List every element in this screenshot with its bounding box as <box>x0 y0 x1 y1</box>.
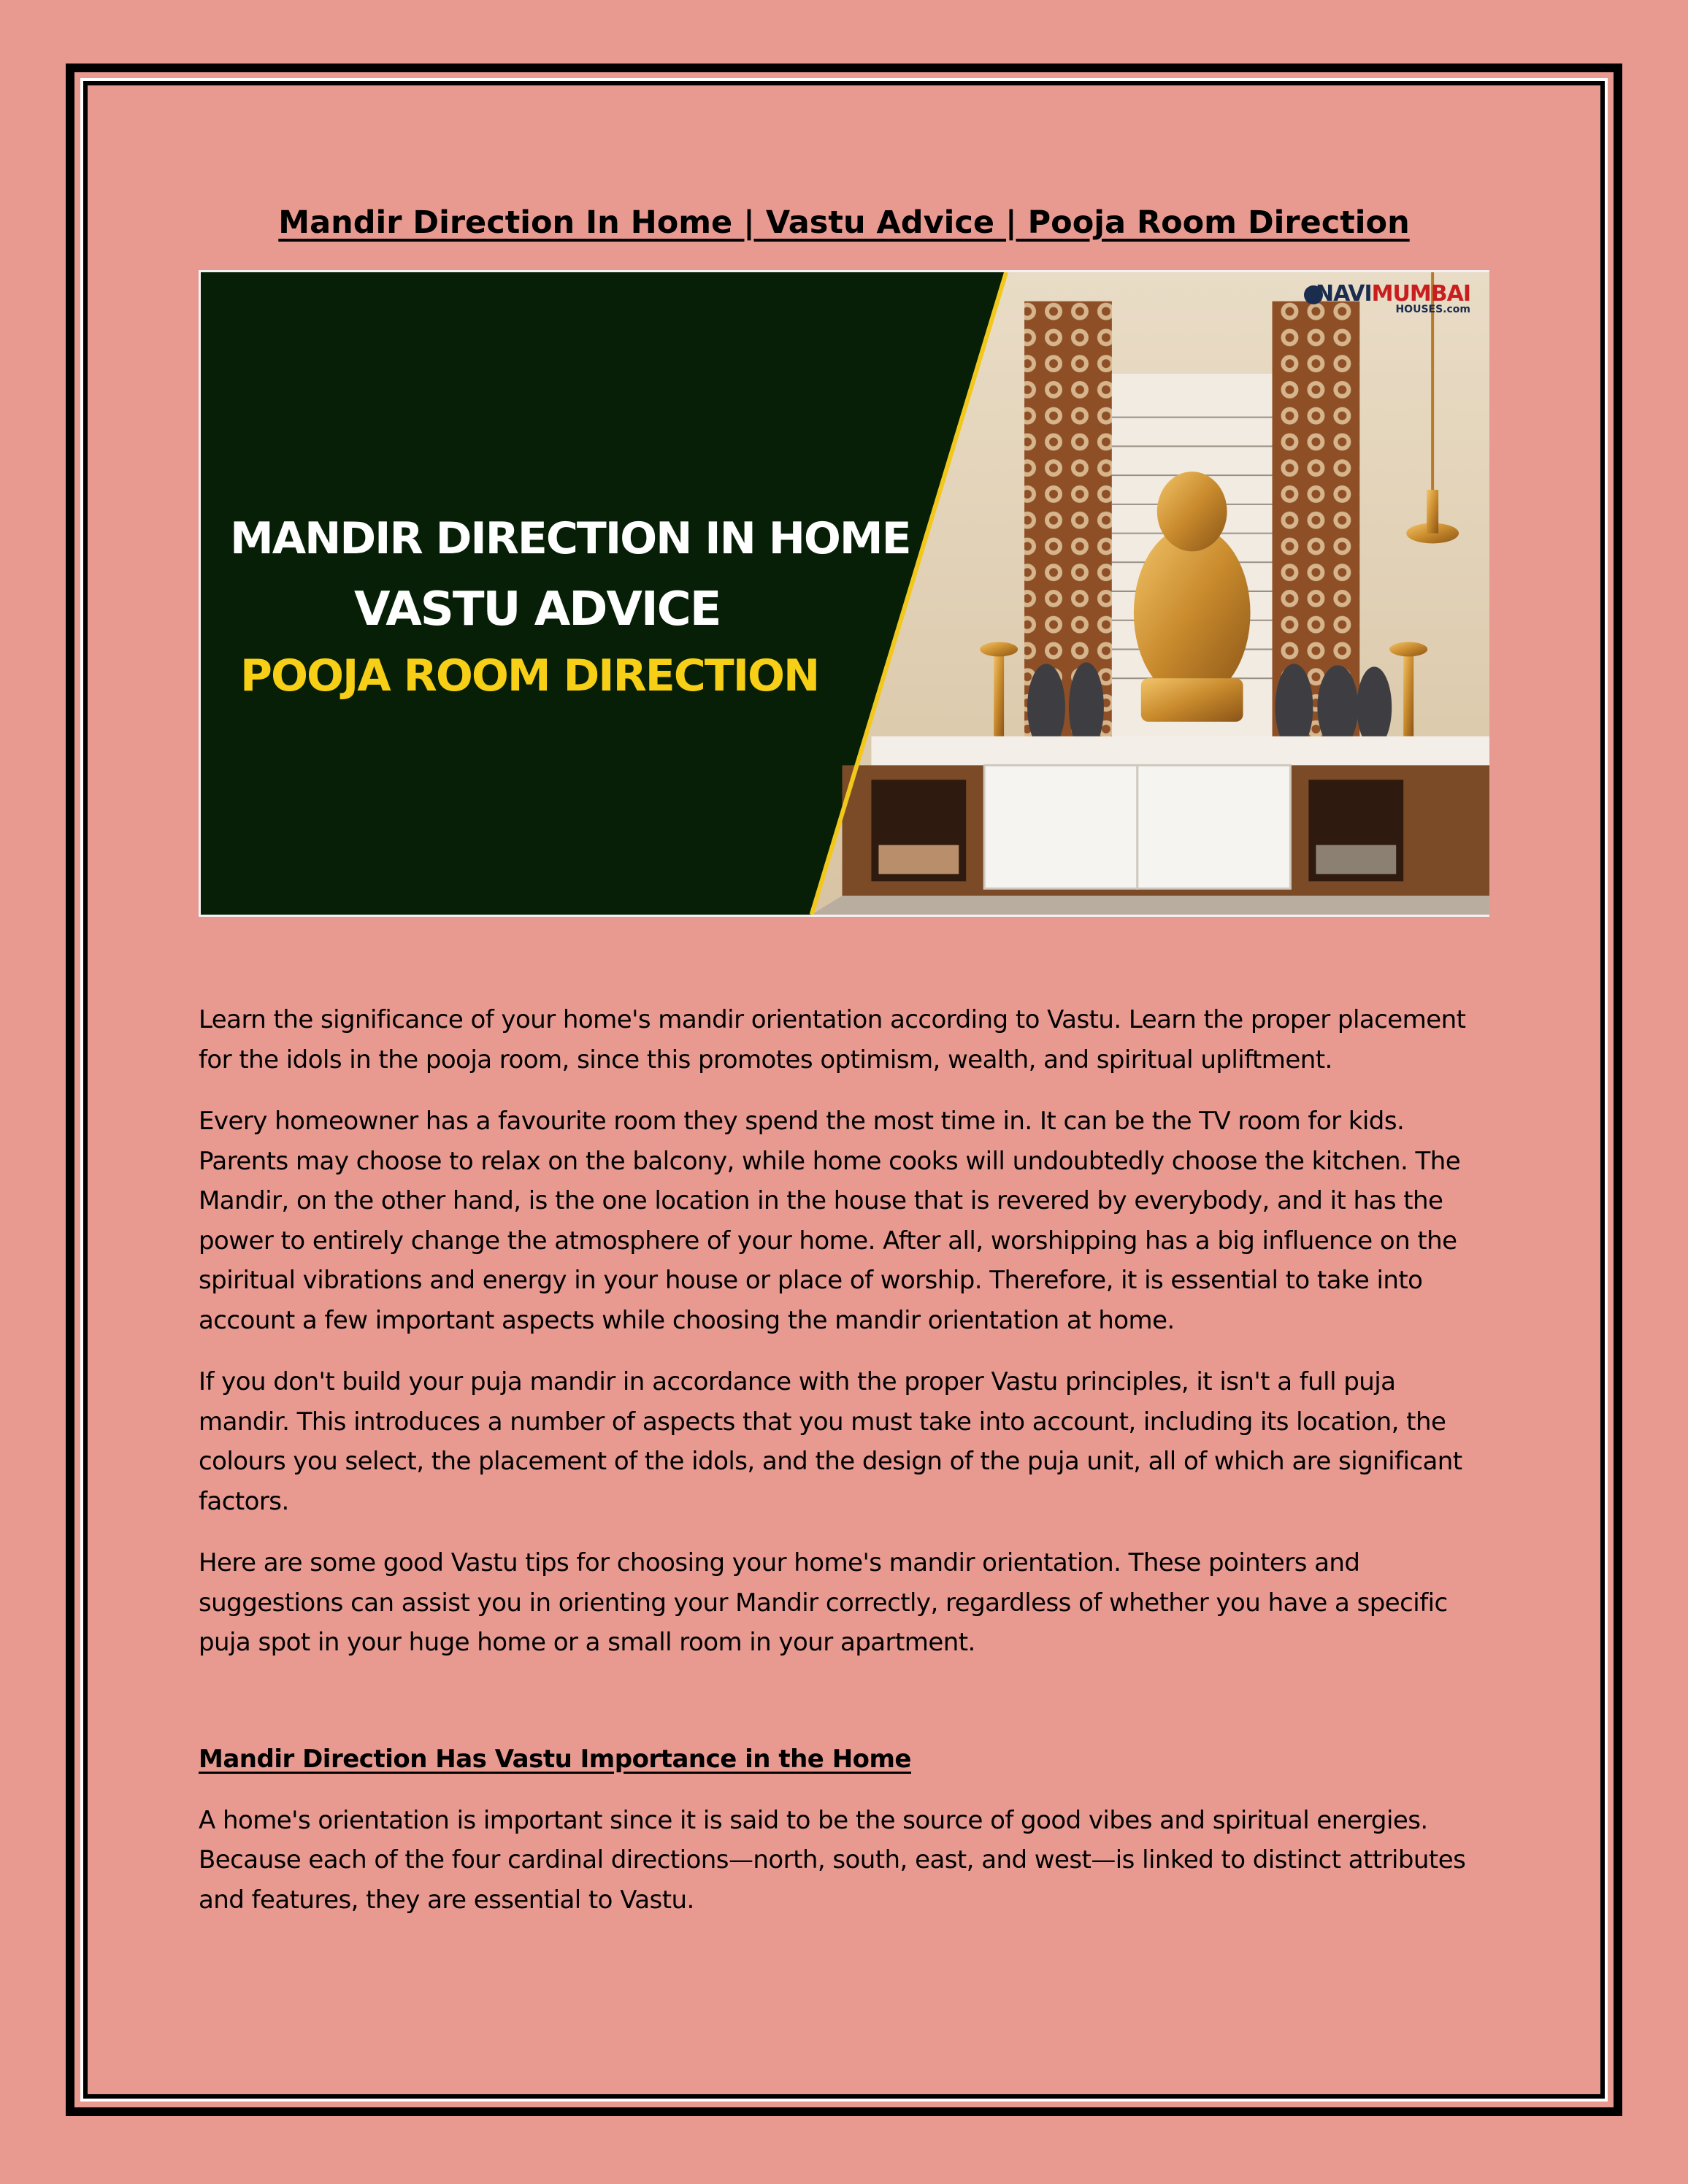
logo-mumbai: MUMBAI <box>1371 281 1470 307</box>
banner-image <box>199 270 1489 917</box>
section-heading: Mandir Direction Has Vastu Importance in the Home <box>199 1744 911 1774</box>
banner-line-1: MANDIR DIRECTION IN HOME <box>230 513 910 564</box>
logo-subtitle: HOUSES.com <box>1395 304 1470 315</box>
section-paragraph: A home's orientation is important since it is said to be the source of good vibes and spiritual energies. Because each of the four cardinal directions—north, south, east, and west—is linked to distinct attributes and features, they are essential to Vastu. <box>199 1805 1466 1915</box>
navimumbai-logo <box>1304 281 1470 315</box>
document-content <box>199 197 1489 1920</box>
logo-navi: NAVI <box>1316 281 1372 307</box>
paragraph: Here are some good Vastu tips for choosing your home's mandir orientation. These pointers and suggestions can assist you in orienting your Mandir correctly, regardless of whether you have a specific puja spot in your huge home or a small room in your apartment. <box>199 1548 1448 1657</box>
document-title: Mandir Direction In Home | Vastu Advice | Pooja Room Direction <box>278 204 1410 241</box>
paragraph: Every homeowner has a favourite room they spend the most time in. It can be the TV room for kids. Parents may choose to relax on the balcony, while home cooks will undoubtedly choose the kitchen. The Mandir, on the other hand, is the one location in the house that is revered by everybody, and it has the power to entirely change the atmosphere of your home. After all, worshipping has a big influence on the spiritual vibrations and energy in your house or place of worship. Therefore, it is essential to take into account a few important aspects while choosing the mandir orientation at home. <box>199 1107 1461 1335</box>
banner-line-3: POOJA ROOM DIRECTION <box>240 650 819 701</box>
paragraph: If you don't build your puja mandir in accordance with the proper Vastu principles, it isn't a full puja mandir. This introduces a number of aspects that you must take into account, including its location, the colours you select, the placement of the idols, and the design of the puja unit, all of which are significant factors. <box>199 1367 1462 1516</box>
paragraph: Learn the significance of your home's mandir orientation according to Vastu. Learn the proper placement for the idols in the pooja room, since this promotes optimism, wealth, and spiritual upliftment. <box>199 1005 1466 1074</box>
banner-line-2: VASTU ADVICE <box>354 582 721 637</box>
